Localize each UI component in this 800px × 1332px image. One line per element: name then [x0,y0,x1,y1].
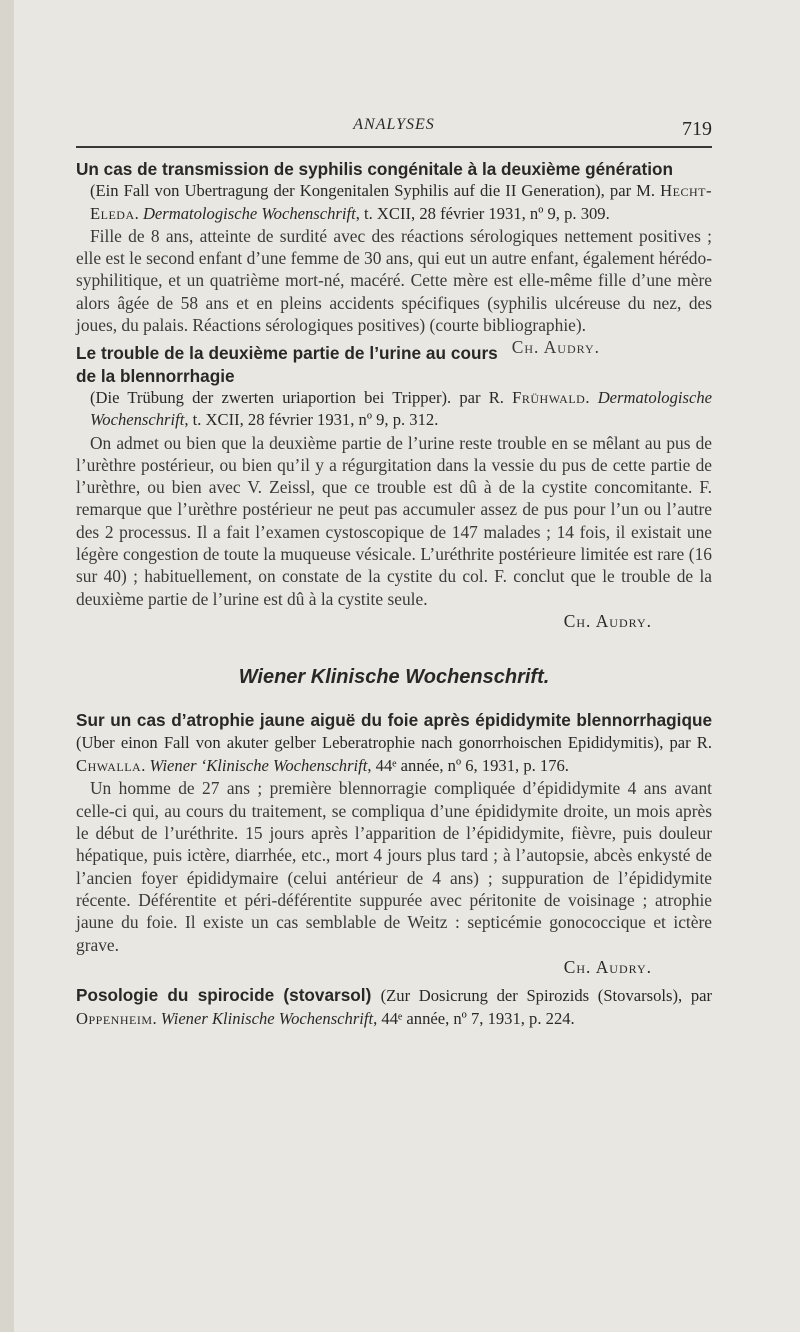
entry-body: Fille de 8 ans, atteinte de surdité avec des réactions sérologiques nettement positives ; elle est le second enfant d’une femme de 30 ans, qui eut un autre enfant, également hérédo-syphilitique, et un quatrième mort-né, macéré. Cette mère est elle-même fille d’une mère alors âgée de 58 ans et en pleins accidents spécifiques (syphilis ulcéreuse du nez, des joues, du palais. Réactions sérologiques positives) (courte bibliographie). Ch. Audry. [76,225,712,358]
ref-details: , t. XCII, 28 février 1931, nº 9, p. 312. [184,410,439,430]
ref-author: Hecht-Eleda [90,181,712,223]
ref-text: (Ein Fall von Ubertragung der Kongenitalen Syphilis auf die II Generation), par M. [90,181,661,201]
ref-text: (Zur Dosicrung der Spirozids (Stovarsols), par [380,986,713,1006]
page [14,0,800,1332]
ref-journal: Wiener ‘Klinische Wochenschrift [149,756,368,776]
entry-signature: Ch. Audry. [563,610,652,631]
analysis-entry [76,342,712,632]
entry-body: On admet ou bien que la deuxième partie de l’urine reste trouble en se mêlant au pus de l’urèthre postérieur, ou bien qu’il y a régurgitation dans la vessie du pus de cette partie de l’urèthre, ou bien avec V. Zeissl, que ce trouble est dû à de la cystite concomitante. F. remarque que l’urèthre postérieur ne peut pas accumuler assez de pus pour l’un ou l’autre des 2 processus. Il a fait l’examen cystoscopique de 147 malades ; 14 fois, il existait une légère congestion de toute la muqueuse vésicale. L’uréthrite postérieure limitée est rare (16 sur 40) ; habituellement, on constate de la cystite du col. F. conclut que le trouble de la deuxième partie de l’urine est dû à la cystite seule. [76,432,712,609]
entry-reference: (Die Trübung der zwerten uriaportion bei Tripper). par R. Frühwald. Dermatologische Wochenschrift, t. XCII, 28 février 1931, nº 9, p. 312. [90,387,712,430]
analysis-entry [76,984,712,1031]
ref-author: Frühwald [512,387,586,407]
entry-reference: (Ein Fall von Ubertragung der Kongenitalen Syphilis auf die II Generation), par M. Hecht-Eleda. Dermatologische Wochenschrift, t. XCII, 28 février 1931, nº 9, p. 309. [90,181,712,223]
ref-text: (Uber einon Fall von akuter gelber Leberatrophie nach gonorrhoischen Epididymitis), par R. [76,732,712,752]
entry-title: Un cas de transmission de syphilis congénitale à la deuxième génération [76,159,673,179]
ref-journal: Dermatologische Wochenschrift [90,387,712,430]
entry-title: Le trouble de la deuxième partie de l’urine au cours de la blennorrhagie [76,343,498,386]
entry-reference: (Uber einon Fall von akuter gelber Leberatrophie nach gonorrhoischen Epididymitis), par R. Chwalla. Wiener ‘Klinische Wochenschrift, 44ᵉ année, nº 6, 1931, p. 176. [76,732,712,776]
ref-text: (Die Trübung der zwerten uriaportion bei Tripper). par R. [90,387,513,407]
analysis-entry [76,158,712,358]
ref-journal: Dermatologische Wochenschrift [142,203,356,223]
entry-title: Posologie du spirocide (stovarsol) (Zur Dosicrung der Spirozids (Stovarsols), par Oppenheim. Wiener Klinische Wochenschrift, 44ᵉ année, nº 7, 1931, p. 224. [76,985,713,1029]
header-rule [76,146,712,148]
ref-details: , 44ᵉ année, nº 6, 1931, p. 176. [367,756,569,776]
ref-author: Oppenheim [76,1009,153,1029]
entry-title: Sur un cas d’atrophie jaune aiguë du foie après épididymite blennorrhagique (Uber einon Fall von akuter gelber Leberatrophie nach gonorrhoischen Epididymitis), par R. Chwalla. Wiener ‘Klinische Wochenschrift, 44ᵉ année, nº 6, 1931, p. 176. [76,709,712,776]
ref-author: Chwalla [76,756,142,776]
page-content [76,158,712,1031]
entry-reference: (Zur Dosicrung der Spirozids (Stovarsols), par Oppenheim. Wiener Klinische Wochenschrift, 44ᵉ année, nº 7, 1931, p. 224. [76,986,713,1029]
running-title: ANALYSES [353,116,435,133]
page-number: 719 [682,118,712,140]
ref-details: , 44ᵉ année, nº 7, 1931, p. 224. [373,1009,575,1029]
analysis-entry [76,709,712,979]
ref-journal: Wiener Klinische Wochenschrift [160,1009,374,1029]
running-header [76,116,712,146]
entry-body: Un homme de 27 ans ; première blennorragie compliquée d’épididymite 4 ans avant celle-ci qui, au cours du traitement, se compliqua d’une épididymite droite, un mois après le début de l’uréthrite. 15 jours après l’apparition de l’épididymite, fièvre, puis douleur hépatique, puis ictère, diarrhée, etc., mort 4 jours plus tard ; à l’autopsie, abcès enkysté de l’ancien foyer épididymaire (celui antérieur de 4 ans) ; suppuration de l’épididymite récente. Déférentite et péri-déférentite suppurée avec péritonite de voisinage ; atrophie jaune du foie. Il existe un cas semblable de Weitz : septicémie gonococcique et ictère grave. [76,778,712,955]
entry-signature: Ch. Audry. [563,956,652,977]
section-heading: Wiener Klinische Wochenschrift. [238,666,550,689]
ref-details: , t. XCII, 28 février 1931, nº 9, p. 309. [355,203,610,223]
entry-signature: Ch. Audry. [511,337,600,358]
